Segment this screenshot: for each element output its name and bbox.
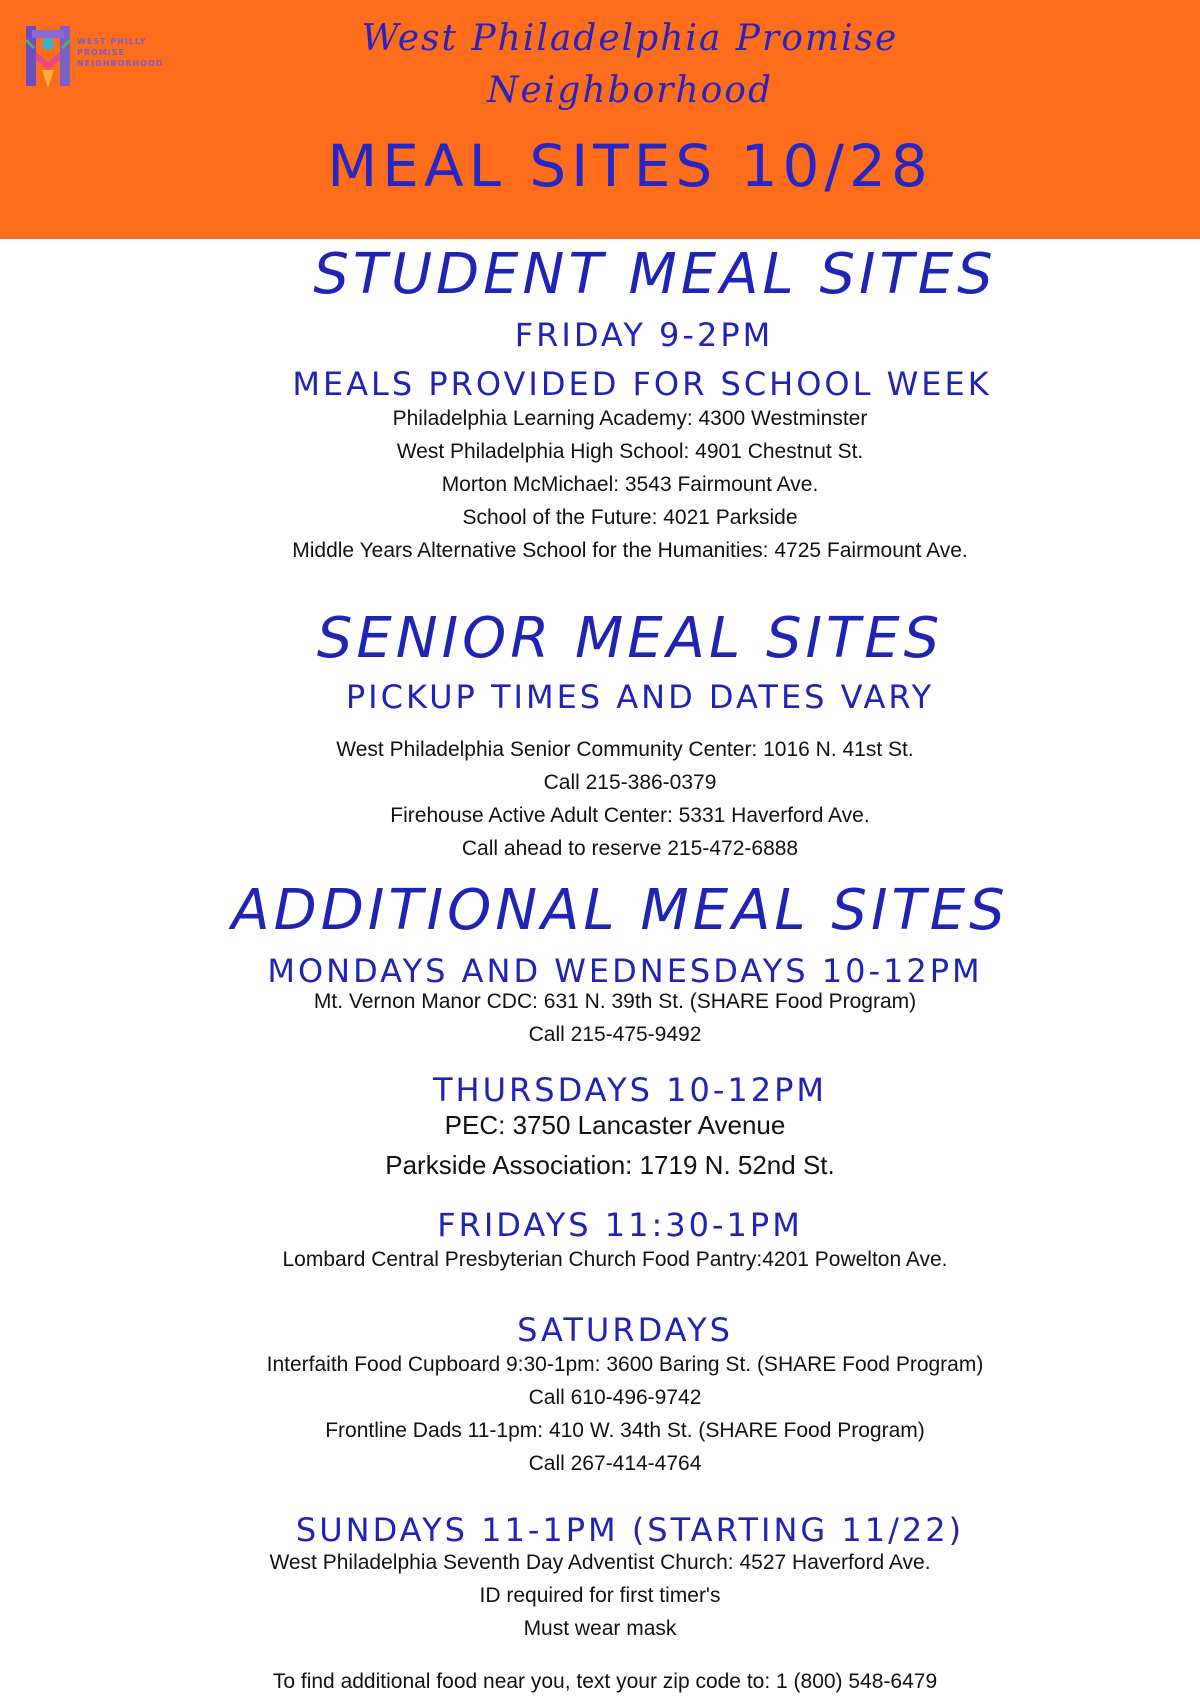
sundays-line: ID required for first timer's	[479, 1584, 721, 1607]
sundays-time: SUNDAYS 11-1PM (STARTING 11/22)	[295, 1511, 965, 1549]
student-note: MEALS PROVIDED FOR SCHOOL WEEK	[292, 365, 992, 403]
logo-text: WEST PHILLY PROMISE NEIGHBORHOOD	[77, 37, 164, 68]
saturdays-line: Frontline Dads 11-1pm: 410 W. 34th St. (SHARE Food Program)	[325, 1419, 925, 1442]
student-site: School of the Future: 4021 Parkside	[462, 506, 798, 529]
student-time: FRIDAY 9-2PM	[514, 316, 774, 354]
footer-text: To find additional food near you, text your zip code to: 1 (800) 548-6479	[272, 1670, 938, 1693]
senior-line: West Philadelphia Senior Community Center: 1016 N. 41st St.	[336, 738, 914, 761]
senior-note: PICKUP TIMES AND DATES VARY	[345, 678, 935, 716]
senior-heading: SENIOR MEAL SITES	[316, 606, 944, 671]
senior-line: Firehouse Active Adult Center: 5331 Haverford Ave.	[390, 804, 870, 827]
student-site: West Philadelphia High School: 4901 Chestnut St.	[396, 440, 864, 463]
student-site: Morton McMichael: 3543 Fairmount Ave.	[441, 473, 819, 496]
mon-wed-time: MONDAYS AND WEDNESDAYS 10-12PM	[267, 952, 983, 990]
mon-wed-line: Call 215-475-9492	[528, 1023, 702, 1046]
student-heading: STUDENT MEAL SITES	[313, 242, 997, 307]
senior-line: Call 215-386-0379	[543, 771, 717, 794]
thursdays-time: THURSDAYS 10-12PM	[433, 1071, 827, 1109]
org-name-line-1: West Philadelphia Promise	[361, 18, 899, 59]
page-title: MEAL SITES 10/28	[327, 132, 933, 200]
thursdays-line: PEC: 3750 Lancaster Avenue	[444, 1110, 786, 1140]
saturdays-line: Interfaith Food Cupboard 9:30-1pm: 3600 Baring St. (SHARE Food Program)	[266, 1353, 984, 1376]
fridays-line: Lombard Central Presbyterian Church Food Pantry:4201 Powelton Ave.	[282, 1248, 948, 1271]
thursdays-line: Parkside Association: 1719 N. 52nd St.	[385, 1150, 835, 1180]
sundays-line: Must wear mask	[523, 1617, 677, 1640]
mon-wed-line: Mt. Vernon Manor CDC: 631 N. 39th St. (SHARE Food Program)	[313, 990, 917, 1013]
org-name-line-2: Neighborhood	[486, 70, 774, 111]
saturdays-time: SATURDAYS	[517, 1311, 733, 1349]
senior-line: Call ahead to reserve 215-472-6888	[461, 837, 799, 860]
fridays-time: FRIDAYS 11:30-1PM	[437, 1206, 803, 1244]
sundays-line: West Philadelphia Seventh Day Adventist Church: 4527 Haverford Ave.	[269, 1551, 931, 1574]
student-site: Philadelphia Learning Academy: 4300 Westminster	[392, 407, 868, 430]
student-site: Middle Years Alternative School for the Humanities: 4725 Fairmount Ave.	[292, 539, 968, 562]
saturdays-line: Call 610-496-9742	[528, 1386, 702, 1409]
additional-heading: ADDITIONAL MEAL SITES	[231, 878, 1009, 943]
saturdays-line: Call 267-414-4764	[528, 1452, 702, 1475]
